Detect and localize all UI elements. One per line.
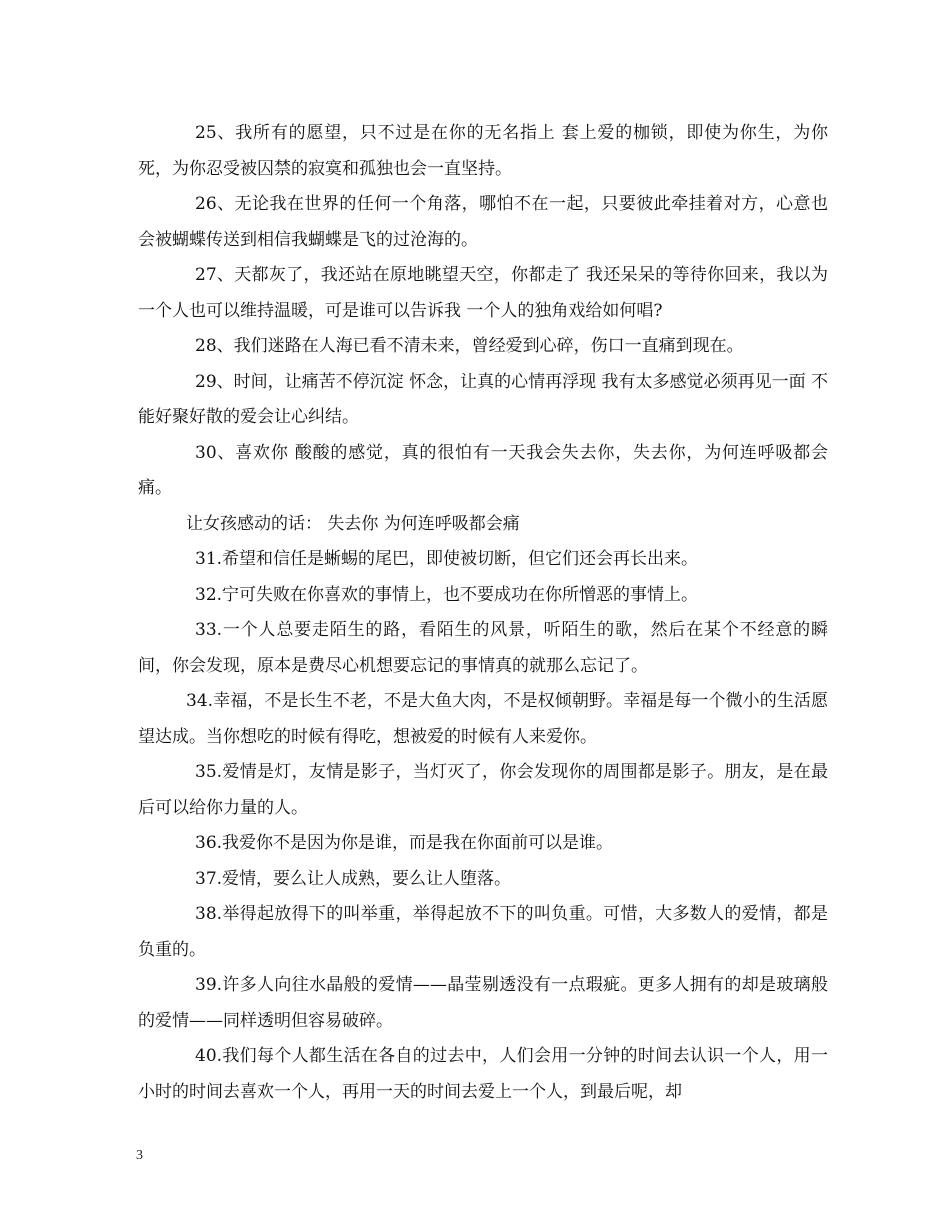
paragraph-35: 35.爱情是灯，友情是影子，当灯灭了，你会发现你的周围都是影子。朋友，是在最后可以给你力量的人。 [138, 762, 828, 818]
paragraph-38: 38.举得起放得下的叫举重，举得起放不下的叫负重。可惜，大多数人的爱情，都是负重的。 [138, 904, 828, 960]
paragraph-28: 28、我们迷路在人海已看不清未来，曾经爱到心碎，伤口一直痛到现在。 [195, 336, 744, 356]
paragraph-29: 29、时间，让痛苦不停沉淀 怀念，让真的心情再浮现 我有太多感觉必须再见一面 不能好聚好散的爱会让心纠结。 [138, 371, 828, 427]
section-heading: 让女孩感动的话： 失去你 为何连呼吸都会痛 [186, 513, 520, 534]
paragraph-27: 27、天都灰了，我还站在原地眺望天空，你都走了 我还呆呆的等待你回来，我以为一个人也可以维持温暖，可是谁可以告诉我 一个人的独角戏给如何唱? [138, 265, 828, 321]
paragraph-39: 39.许多人向往水晶般的爱情——晶莹剔透没有一点瑕疵。更多人拥有的却是玻璃般的爱情——同样透明但容易破碎。 [138, 975, 828, 1031]
paragraph-36: 36.我爱你不是因为你是谁，而是我在你面前可以是谁。 [195, 833, 614, 853]
paragraph-30: 30、喜欢你 酸酸的感觉，真的很怕有一天我会失去你，失去你，为何连呼吸都会痛。 [138, 442, 828, 498]
paragraph-32: 32.宁可失败在你喜欢的事情上，也不要成功在你所憎恶的事情上。 [195, 584, 699, 605]
paragraph-26: 26、无论我在世界的任何一个角落，哪怕不在一起，只要彼此牵挂着对方，心意也会被蝴蝶传送到相信我蝴蝶是飞的过沧海的。 [138, 194, 828, 250]
paragraph-33: 33.一个人总要走陌生的路，看陌生的风景，听陌生的歌，然后在某个不经意的瞬间，你会发现，原本是费尽心机想要忘记的事情真的就那么忘记了。 [138, 620, 828, 676]
paragraph-25: 25、我所有的愿望，只不过是在你的无名指上 套上爱的枷锁，即使为你生，为你死，为你忍受被囚禁的寂寞和孤独也会一直坚持。 [138, 123, 828, 179]
paragraph-31: 31.希望和信任是蜥蜴的尾巴，即使被切断，但它们还会再长出来。 [195, 549, 699, 569]
paragraph-40: 40.我们每个人都生活在各自的过去中，人们会用一分钟的时间去认识一个人，用一小时的时间去喜欢一个人，再用一天的时间去爱上一个人，到最后呢，却 [138, 1046, 828, 1102]
page-number: 3 [136, 1148, 143, 1163]
body-text [138, 116, 828, 1110]
paragraph-34: 34.幸福，不是长生不老，不是大鱼大肉，不是权倾朝野。幸福是每一个微小的生活愿望达成。当你想吃的时候有得吃，想被爱的时候有人来爱你。 [138, 691, 828, 747]
paragraph-37: 37.爱情，要么让人成熟，要么让人堕落。 [195, 868, 512, 889]
